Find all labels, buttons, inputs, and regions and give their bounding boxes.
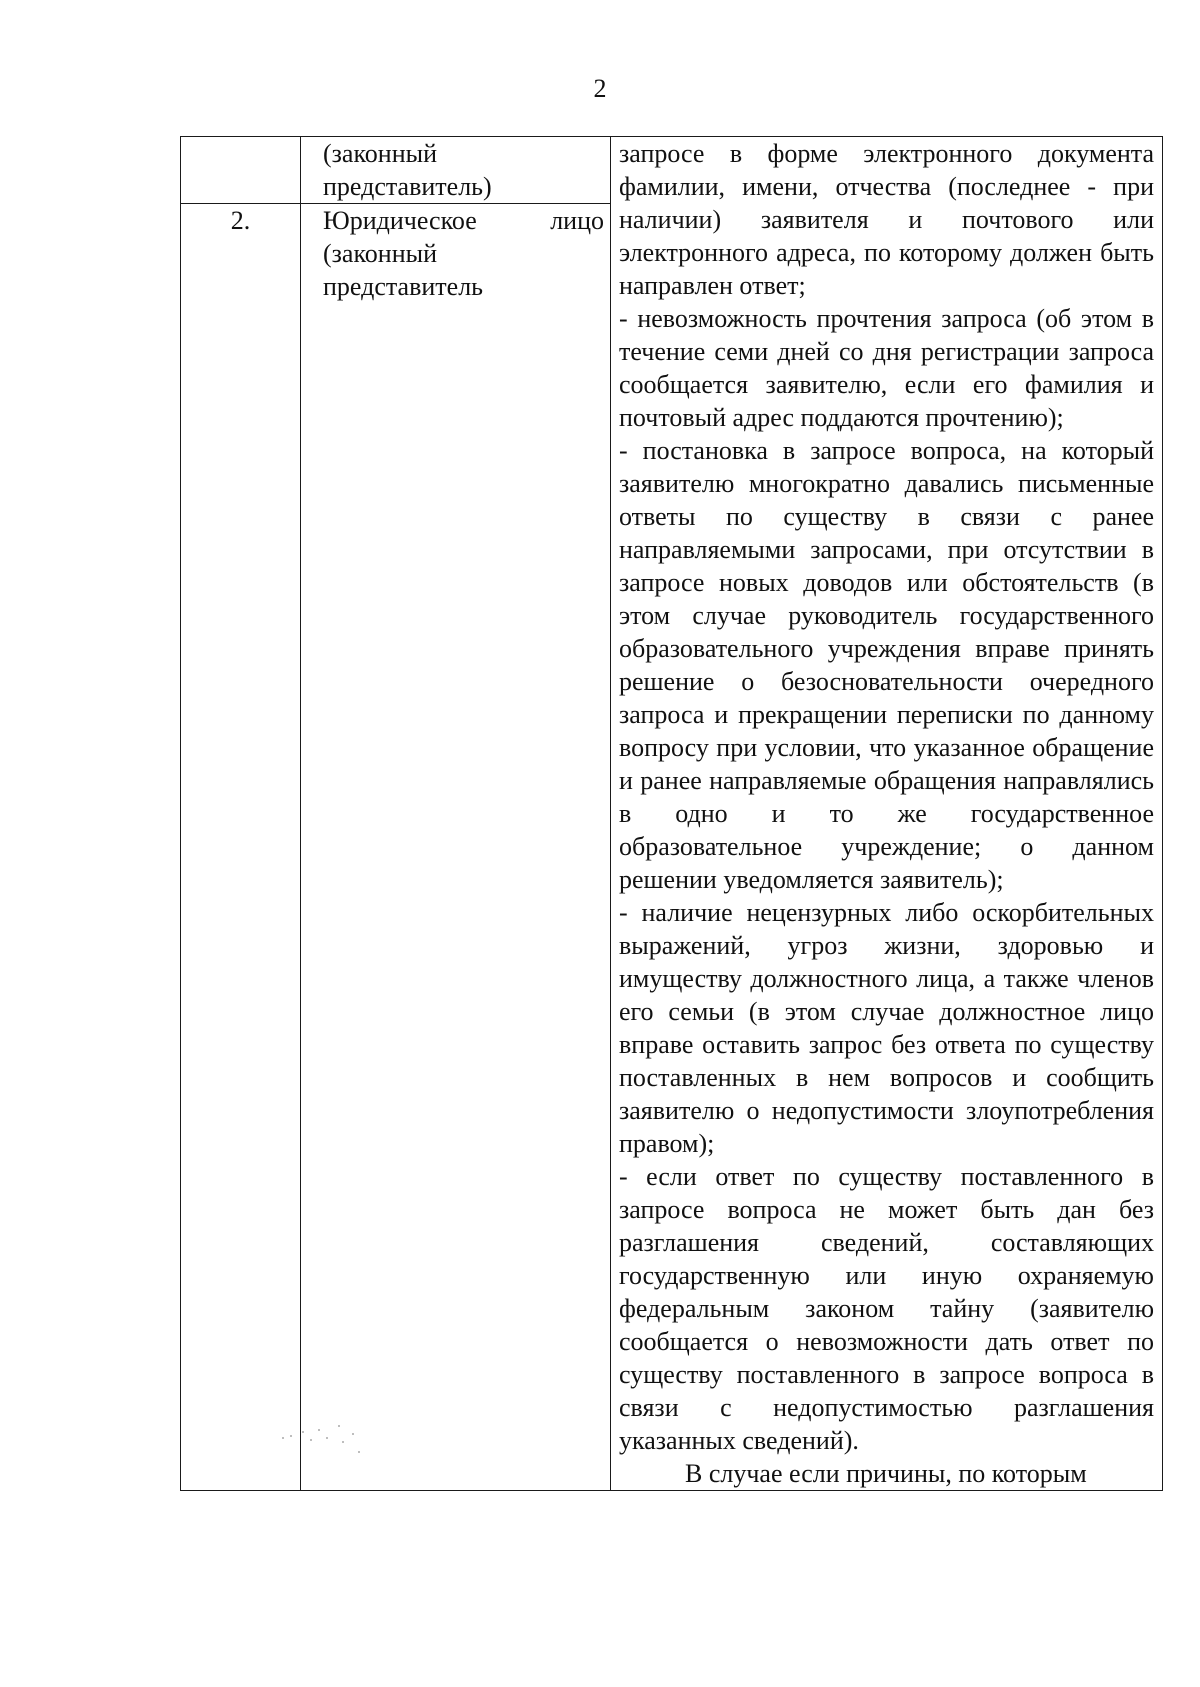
- applicant-type-line: (законный: [323, 239, 437, 268]
- paragraph: - постановка в запросе вопроса, на который заявителю многократно давались письменные ответы по существу в связи с ранее направляемыми запросами, при отсутствии в запросе новых доводов или обстоятельств (в этом случае руководитель государственного образовательного учреждения вправе принять решение о безосновательности очередного запроса и прекращении переписки по данному вопросу при условии, что указанное обращение и ранее направляемые обращения направлялись в одно и то же государственное образовательное учреждение; о данном решении уведомляется заявитель);: [619, 436, 1154, 894]
- applicant-type-cell: [301, 204, 611, 1491]
- applicant-type-line: представитель: [323, 272, 484, 301]
- page-number: 2: [593, 74, 607, 103]
- row-number-cell: [181, 137, 301, 204]
- applicant-type-word: лицо: [550, 206, 604, 235]
- applicant-type-line: представитель): [323, 172, 492, 201]
- paragraph: - невозможность прочтения запроса (об этом в течение семи дней со дня регистрации запроса сообщается заявителю, если его фамилия и почтовый адрес поддаются прочтению);: [619, 304, 1154, 432]
- paragraph: В случае если причины, по которым: [685, 1459, 1087, 1488]
- description-cell: [611, 137, 1163, 1491]
- applicant-type-word: Юридическое: [323, 206, 477, 235]
- paragraph: запросе в форме электронного документа фамилии, имени, отчества (последнее - при наличии) заявителя и почтового или электронного адреса, по которому должен быть направлен ответ;: [619, 139, 1154, 300]
- paragraph: - если ответ по существу поставленного в запросе вопроса не может быть дан без разглашения сведений, составляющих государственную или иную охраняемую федеральным законом тайну (заявителю сообщается о невозможности дать ответ по существу поставленного в запросе вопроса в связи с недопустимостью разглашения указанных сведений).: [619, 1162, 1154, 1455]
- scan-artifact: [280, 1417, 380, 1467]
- document-table: [180, 136, 1163, 1491]
- paragraph: - наличие нецензурных либо оскорбительных выражений, угроз жизни, здоровью и имуществу должностного лица, а также членов его семьи (в этом случае должностное лицо вправе оставить запрос без ответа по существу поставленных в нем вопросов и сообщить заявителю о недопустимости злоупотребления правом);: [619, 898, 1154, 1158]
- applicant-type-line: [323, 204, 604, 237]
- applicant-type-line: (законный: [323, 139, 437, 168]
- row-number-cell: 2.: [181, 204, 301, 1491]
- applicant-type-cell: [301, 137, 611, 204]
- table-row: [181, 137, 1163, 204]
